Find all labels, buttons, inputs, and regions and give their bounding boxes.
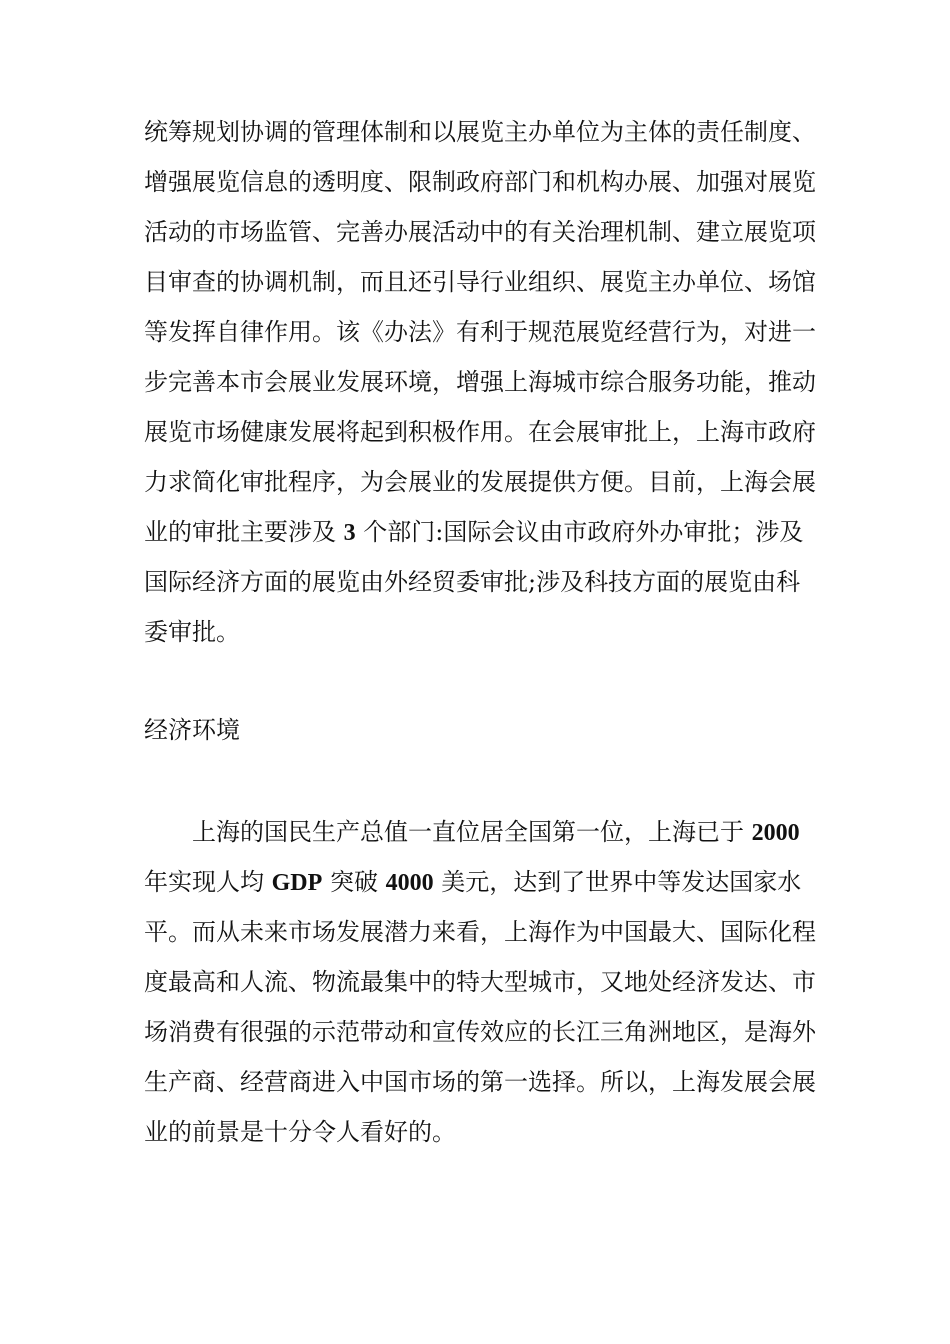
paragraph2-line-3: 平。而从未来市场发展潜力来看，上海作为中国最大、国际化程 (144, 918, 816, 946)
paragraph1-line-9-part-2: 个部门:国际会议由市政府外办审批；涉及 (363, 518, 804, 546)
paragraph1-line-4: 目审查的协调机制，而且还引导行业组织、展览主办单位、场馆 (144, 268, 816, 296)
paragraph1-line-9-part-1: 业的审批主要涉及 (144, 518, 336, 546)
paragraph1-line-2: 增强展览信息的透明度、限制政府部门和机构办展、加强对展览 (144, 168, 816, 196)
paragraph1-line-10: 国际经济方面的展览由外经贸委审批;涉及科技方面的展览由科 (144, 568, 801, 596)
paragraph2-line-2-part-1: 年实现人均 (144, 868, 264, 896)
paragraph1-line-3: 活动的市场监管、完善办展活动中的有关治理机制、建立展览项 (144, 218, 816, 246)
paragraph2-year: 2000 (751, 820, 800, 846)
paragraph2-line-2-part-3: 美元，达到了世界中等发达国家水 (441, 868, 802, 896)
paragraph2-amount: 4000 (385, 870, 434, 896)
paragraph1-line-11: 委审批。 (144, 618, 240, 646)
paragraph2-line-1 (192, 817, 800, 848)
paragraph1-line-6: 步完善本市会展业发展环境，增强上海城市综合服务功能，推动 (144, 368, 816, 396)
paragraph2-line-1-text: 上海的国民生产总值一直位居全国第一位，上海已于 (192, 818, 744, 846)
paragraph1-line-1: 统筹规划协调的管理体制和以展览主办单位为主体的责任制度、 (144, 118, 816, 146)
paragraph2-line-4: 度最高和人流、物流最集中的特大型城市，又地处经济发达、市 (144, 968, 816, 996)
paragraph1-line-5: 等发挥自律作用。该《办法》有利于规范展览经营行为，对进一 (144, 318, 816, 346)
section-heading: 经济环境 (144, 716, 240, 744)
paragraph1-line-7: 展览市场健康发展将起到积极作用。在会展审批上，上海市政府 (144, 418, 816, 446)
paragraph2-gdp: GDP (271, 870, 323, 896)
paragraph1-line-9 (144, 517, 803, 548)
paragraph2-line-2-part-2: 突破 (329, 868, 378, 896)
paragraph2-line-2 (144, 867, 801, 898)
paragraph2-line-7: 业的前景是十分令人看好的。 (144, 1118, 456, 1146)
paragraph1-department-count: 3 (343, 520, 356, 546)
paragraph2-line-6: 生产商、经营商进入中国市场的第一选择。所以，上海发展会展 (144, 1068, 816, 1096)
paragraph2-line-5: 场消费有很强的示范带动和宣传效应的长江三角洲地区，是海外 (144, 1018, 816, 1046)
paragraph1-line-8: 力求简化审批程序，为会展业的发展提供方便。目前，上海会展 (144, 468, 816, 496)
